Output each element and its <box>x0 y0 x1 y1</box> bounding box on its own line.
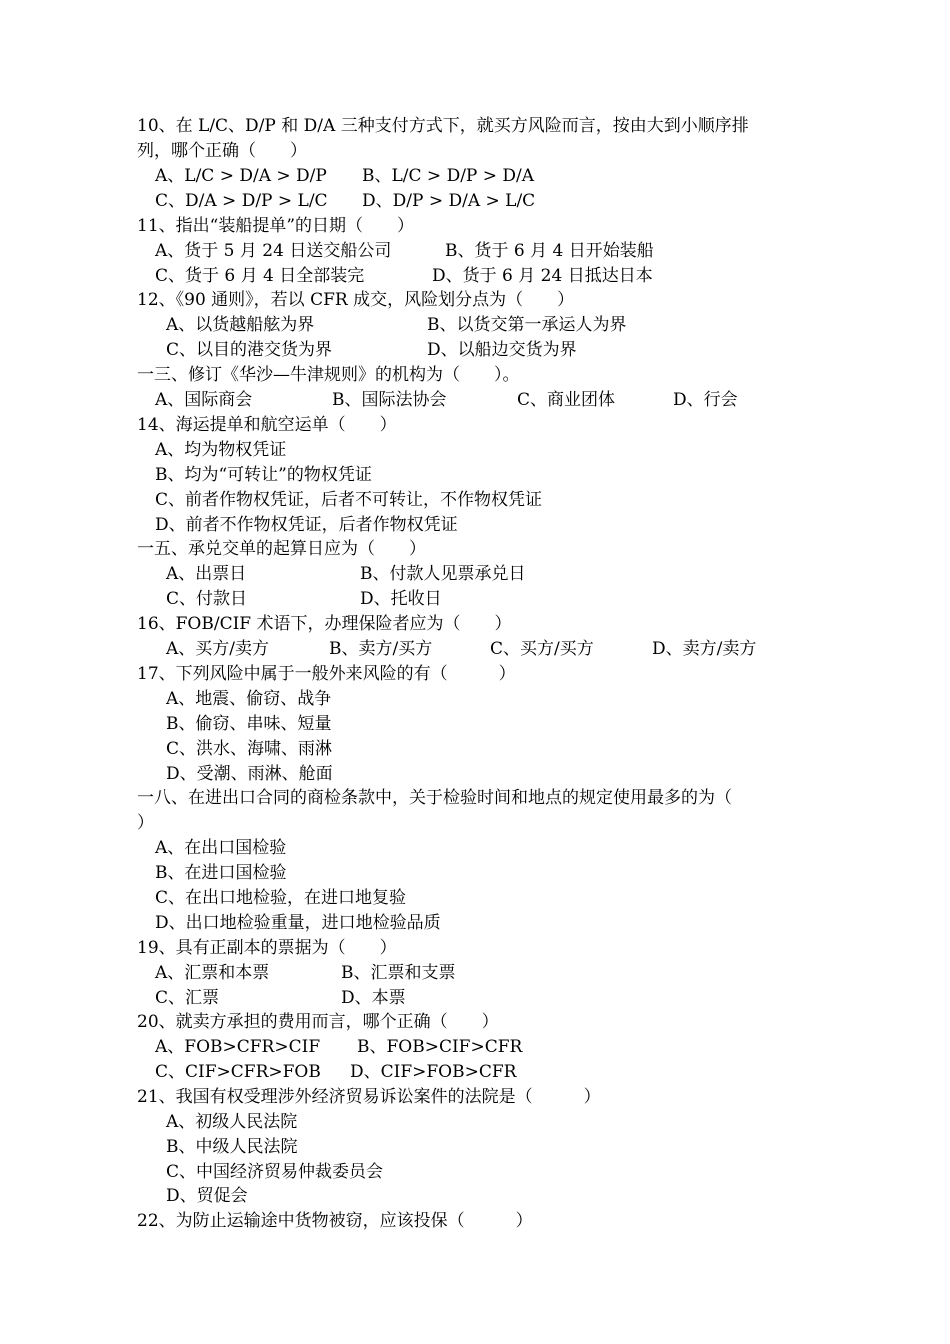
question-20-option-a: A、FOB>CFR>CIF <box>155 1037 321 1057</box>
question-11-stem: 11、指出“装船提单”的日期（ ） <box>137 216 415 236</box>
question-17-option-c: C、洪水、海啸、雨淋 <box>166 739 333 759</box>
question-14-option-d: D、前者不作物权凭证，后者作物权凭证 <box>155 515 458 535</box>
question-18-option-d: D、出口地检验重量，进口地检验品质 <box>155 913 441 933</box>
question-15-option-c: C、付款日 <box>166 589 248 609</box>
question-10-option-c: C、D/A > D/P > L/C <box>155 191 328 211</box>
question-15-option-a: A、出票日 <box>166 564 247 584</box>
question-16-stem: 16、FOB/CIF 术语下，办理保险者应为（ ） <box>137 614 512 634</box>
question-12-option-b: B、以货交第一承运人为界 <box>427 315 627 335</box>
question-16-option-c: C、买方/买方 <box>490 639 594 659</box>
question-10-stem-cont: 列，哪个正确（ ） <box>137 141 307 161</box>
question-13-option-b: B、国际法协会 <box>332 390 447 410</box>
question-11-option-a: A、货于 5 月 24 日送交船公司 <box>155 241 392 261</box>
question-15-option-b: B、付款人见票承兑日 <box>360 564 526 584</box>
question-18-stem-cont: ） <box>137 813 154 833</box>
question-18-stem: 一八、在进出口合同的商检条款中，关于检验时间和地点的规定使用最多的为（ <box>137 788 732 808</box>
question-18-option-b: B、在进口国检验 <box>155 863 287 883</box>
question-16-option-d: D、卖方/卖方 <box>652 639 757 659</box>
question-10-option-b: B、L/C > D/P > D/A <box>362 166 535 186</box>
question-18-option-c: C、在出口地检验，在进口地复验 <box>155 888 407 908</box>
question-20-option-b: B、FOB>CIF>CFR <box>357 1037 523 1057</box>
question-18-option-a: A、在出口国检验 <box>155 838 287 858</box>
question-17-option-b: B、偷窃、串味、短量 <box>166 714 332 734</box>
question-21-option-a: A、初级人民法院 <box>166 1112 298 1132</box>
question-19-option-d: D、本票 <box>341 988 406 1008</box>
question-17-option-a: A、地震、偷窃、战争 <box>166 689 332 709</box>
question-14-option-a: A、均为物权凭证 <box>155 440 287 460</box>
question-19-stem: 19、具有正副本的票据为（ ） <box>137 938 397 958</box>
question-21-stem: 21、我国有权受理涉外经济贸易诉讼案件的法院是（ ） <box>137 1087 601 1107</box>
question-19-option-a: A、汇票和本票 <box>155 963 270 983</box>
question-22-stem: 22、为防止运输途中货物被窃，应该投保（ ） <box>137 1211 533 1231</box>
question-17-option-d: D、受潮、雨淋、舱面 <box>166 764 333 784</box>
question-21-option-c: C、中国经济贸易仲裁委员会 <box>166 1162 384 1182</box>
question-13-option-c: C、商业团体 <box>517 390 616 410</box>
question-15-option-d: D、托收日 <box>360 589 442 609</box>
question-16-option-b: B、卖方/买方 <box>329 639 433 659</box>
question-12-option-d: D、以船边交货为界 <box>427 340 577 360</box>
question-10-stem: 10、在 L/C、D/P 和 D/A 三种支付方式下，就买方风险而言，按由大到小顺序排 <box>137 116 749 136</box>
question-20-stem: 20、就卖方承担的费用而言，哪个正确（ ） <box>137 1012 499 1032</box>
question-12-option-c: C、以目的港交货为界 <box>166 340 333 360</box>
question-21-option-b: B、中级人民法院 <box>166 1137 298 1157</box>
question-10-option-a: A、L/C > D/A > D/P <box>155 166 327 186</box>
question-14-option-c: C、前者作物权凭证，后者不可转让，不作物权凭证 <box>155 490 543 510</box>
question-20-option-d: D、CIF>FOB>CFR <box>350 1062 517 1082</box>
question-13-option-a: A、国际商会 <box>155 390 253 410</box>
question-14-option-b: B、均为“可转让”的物权凭证 <box>155 465 372 485</box>
question-12-option-a: A、以货越船舷为界 <box>166 315 315 335</box>
question-16-option-a: A、买方/卖方 <box>166 639 270 659</box>
question-11-option-b: B、货于 6 月 4 日开始装船 <box>445 241 654 261</box>
question-12-stem: 12、《90 通则》，若以 CFR 成交，风险划分点为（ ） <box>137 290 575 310</box>
question-15-stem: 一五、承兑交单的起算日应为（ ） <box>137 539 426 559</box>
question-11-option-d: D、货于 6 月 24 日抵达日本 <box>432 266 653 286</box>
question-13-option-d: D、行会 <box>673 390 738 410</box>
question-13-stem: 一三、修订《华沙—牛津规则》的机构为（ ）。 <box>137 365 520 385</box>
question-14-stem: 14、海运提单和航空运单（ ） <box>137 415 397 435</box>
question-19-option-c: C、汇票 <box>155 988 220 1008</box>
question-11-option-c: C、货于 6 月 4 日全部装完 <box>155 266 365 286</box>
question-19-option-b: B、汇票和支票 <box>341 963 456 983</box>
question-20-option-c: C、CIF>CFR>FOB <box>155 1062 321 1082</box>
question-21-option-d: D、贸促会 <box>166 1186 248 1206</box>
question-10-option-d: D、D/P > D/A > L/C <box>362 191 536 211</box>
question-17-stem: 17、下列风险中属于一般外来风险的有（ ） <box>137 664 516 684</box>
